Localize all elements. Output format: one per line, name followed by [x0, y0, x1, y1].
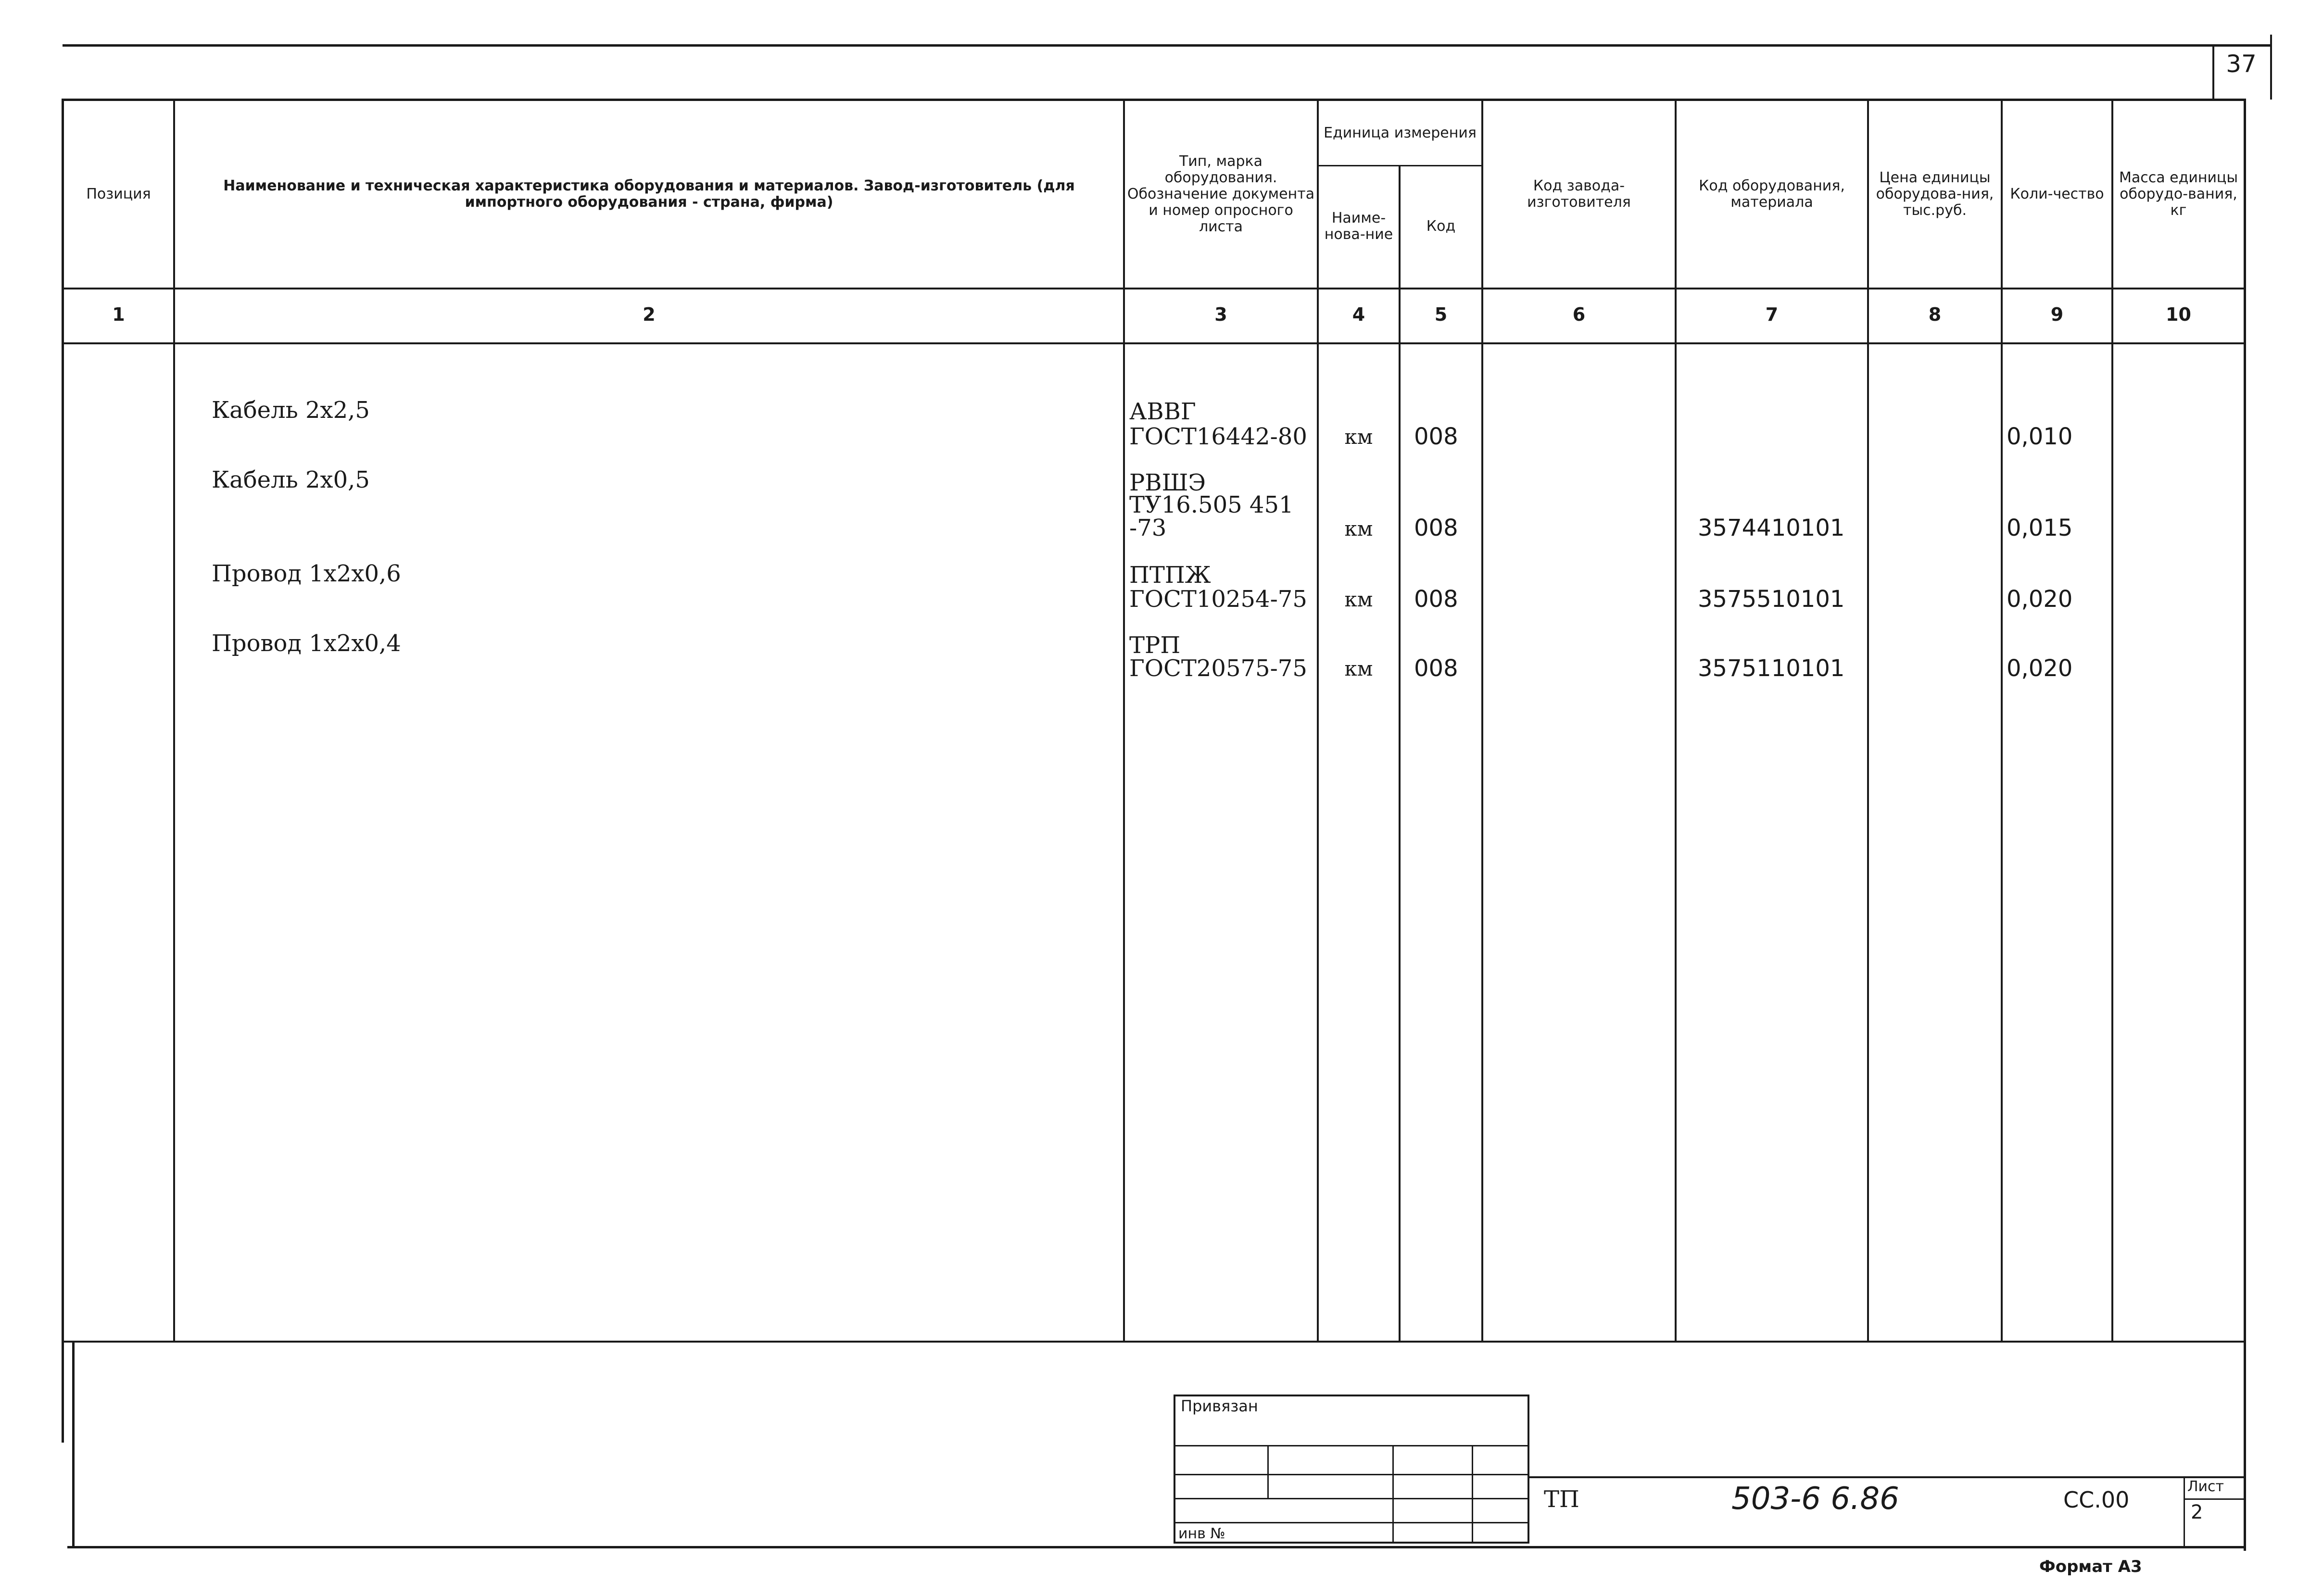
- header-unit-name: Наиме-нова-ние: [1324, 210, 1393, 243]
- frame-lower-left-line: [72, 1342, 75, 1548]
- frame-bottom-line: [67, 1546, 2246, 1548]
- binding-col-line-2: [1392, 1445, 1394, 1544]
- header-unit-group: Единица измерения: [1324, 125, 1477, 141]
- row1-name: Кабель 2х2,5: [212, 397, 370, 424]
- row2-type-line2: ТУ16.505 451: [1129, 491, 1294, 518]
- header-position: Позиция: [86, 186, 151, 202]
- row4-unit-code: 008: [1414, 655, 1458, 682]
- row3-unit-code: 008: [1414, 586, 1458, 613]
- binding-col-line-3: [1472, 1445, 1473, 1544]
- col-number-4: 4: [1352, 304, 1365, 325]
- binding-col-line-1: [1267, 1445, 1269, 1498]
- row4-unit: км: [1344, 657, 1373, 680]
- sheet-value: 2: [2191, 1501, 2203, 1523]
- binding-row-line-4: [1174, 1522, 1529, 1523]
- header-bottom-line: [62, 288, 2245, 289]
- col-number-10: 10: [2166, 304, 2191, 325]
- row3-name: Провод 1х2х0,6: [212, 560, 401, 587]
- row1-unit: км: [1344, 425, 1373, 449]
- row4-name: Провод 1х2х0,4: [212, 630, 401, 657]
- row4-qty: 0,020: [2007, 655, 2073, 682]
- row1-qty: 0,010: [2007, 423, 2073, 450]
- binding-label: Привязан: [1181, 1397, 1258, 1415]
- format-label: Формат А3: [2039, 1557, 2142, 1576]
- top-border-line: [63, 44, 2270, 47]
- sheet-label: Лист: [2187, 1478, 2224, 1495]
- sheet-number-top: 37: [2226, 50, 2257, 78]
- row1-type-line2: ГОСТ16442-80: [1129, 423, 1307, 450]
- col-number-7: 7: [1765, 304, 1779, 325]
- row4-type-line1: ТРП: [1129, 632, 1181, 659]
- numbers-row-bottom-line: [62, 342, 2245, 344]
- row2-qty: 0,015: [2007, 515, 2073, 541]
- title-strip-top: [1529, 1476, 2246, 1478]
- row3-equip-code: 3575510101: [1698, 586, 1845, 613]
- sheet-box-left: [2212, 44, 2214, 100]
- doc-code: СС.00: [2063, 1487, 2130, 1513]
- row2-unit-code: 008: [1414, 515, 1458, 541]
- inv-label: инв №: [1178, 1525, 1225, 1542]
- sheet-cell-left: [2184, 1476, 2185, 1547]
- table-left-border: [62, 99, 64, 1443]
- binding-row-line-2: [1174, 1474, 1529, 1475]
- row2-unit: км: [1344, 517, 1373, 540]
- row3-unit: км: [1344, 588, 1373, 611]
- row2-name: Кабель 2х0,5: [212, 466, 370, 493]
- row3-type-line2: ГОСТ10254-75: [1129, 586, 1307, 613]
- row2-type-line3: -73: [1129, 515, 1167, 541]
- header-mass: Масса единицы оборудо-вания, кг: [2119, 169, 2238, 219]
- header-name: Наименование и техническая характеристика оборудования и материалов. Завод-изготовитель (для импортного оборудования - страна, фирма): [223, 177, 1075, 211]
- binding-row-line-3: [1174, 1498, 1529, 1499]
- header-type: Тип, марка оборудования. Обозначение документа и номер опросного листа: [1127, 153, 1315, 235]
- col-number-9: 9: [2050, 304, 2064, 325]
- col-number-3: 3: [1214, 304, 1227, 325]
- row2-equip-code: 3574410101: [1698, 515, 1845, 541]
- row1-unit-code: 008: [1414, 423, 1458, 450]
- table-top-border: [62, 99, 2245, 101]
- row2-type-line1: РВШЭ: [1129, 469, 1206, 496]
- row4-type-line2: ГОСТ20575-75: [1129, 655, 1307, 682]
- table-bottom-line: [62, 1341, 2245, 1343]
- header-manufacturer-code: Код завода-изготовителя: [1527, 177, 1631, 211]
- col-number-2: 2: [643, 304, 656, 325]
- col-number-6: 6: [1572, 304, 1586, 325]
- col-number-5: 5: [1434, 304, 1448, 325]
- sheet-box-right: [2270, 35, 2272, 100]
- project-number: 503-6 6.86: [1731, 1481, 1899, 1517]
- table-right-border: [2244, 99, 2246, 1551]
- row3-qty: 0,020: [2007, 586, 2073, 613]
- row3-type-line1: ПТПЖ: [1129, 562, 1211, 589]
- header-unit-code: Код: [1426, 218, 1456, 235]
- col-number-8: 8: [1928, 304, 1942, 325]
- tp-label: ТП: [1544, 1486, 1579, 1513]
- col-divider-4: [1399, 166, 1401, 1342]
- binding-row-line-1: [1174, 1445, 1529, 1446]
- binding-block: [1174, 1395, 1529, 1544]
- header-unit-price: Цена единицы оборудова-ния, тыс.руб.: [1876, 169, 1994, 219]
- sheet-cell-divider: [2184, 1498, 2246, 1500]
- header-equipment-code: Код оборудования, материала: [1699, 177, 1845, 211]
- row4-equip-code: 3575110101: [1698, 655, 1845, 682]
- header-quantity: Коли-чество: [2010, 186, 2104, 202]
- row1-type-line1: АВВГ: [1129, 398, 1196, 425]
- col-number-1: 1: [112, 304, 125, 325]
